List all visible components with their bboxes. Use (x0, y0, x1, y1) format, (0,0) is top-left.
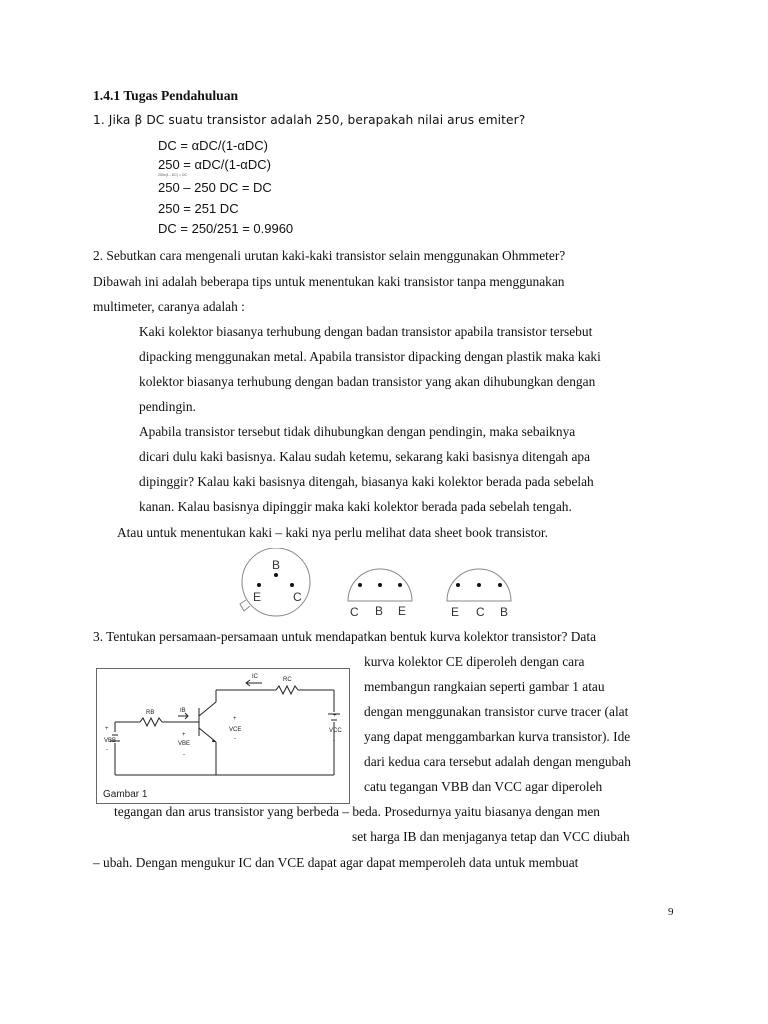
plastic1-pin-2: B (375, 604, 384, 618)
page-number: 9 (668, 906, 674, 918)
label-vcc: VCC (329, 728, 342, 734)
q2-intro-line-2: multimeter, caranya adalah : (93, 299, 245, 314)
q3-side-line-6: catu tegangan VBB dan VCC agar diperoleh (364, 779, 603, 794)
circuit-caption: Gambar 1 (103, 789, 148, 800)
vce-minus: - (234, 736, 236, 742)
tip2-line-4: kanan. Kalau basisnya dipinggir maka kaki kolektor berada pada sebelah tengah. (139, 499, 572, 514)
formula-line-3: 250 – 250 DC = DC (158, 180, 272, 195)
q3-side-line-4: yang dapat menggambarkan kurva transistor). Ide (364, 729, 631, 744)
formula-line-4: 250 = 251 DC (158, 201, 239, 216)
question-1: 1. Jika β DC suatu transistor adalah 250, berapakah nilai arus emiter? (93, 113, 526, 127)
tip2-line-1: Apabila transistor tersebut tidak dihubungkan dengan pendingin, maka sebaiknya (139, 424, 576, 439)
metal-label-top: B (272, 558, 281, 572)
label-ic: IC (252, 674, 258, 680)
question-3: 3. Tentukan persamaan-persamaan untuk mendapatkan bentuk kurva kolektor transistor? Data (93, 629, 597, 644)
q3-side-line-3: dengan menggunakan transistor curve tracer (alat (364, 704, 629, 719)
formula-line-2: 250 = αDC/(1-αDC) (158, 157, 271, 172)
label-vbe: VBE (178, 741, 191, 747)
vbb-minus: - (106, 747, 108, 753)
metal-label-left: E (253, 590, 262, 604)
formula-line-1: DC = αDC/(1-αDC) (158, 138, 269, 153)
vce-plus: + (233, 716, 237, 722)
vcc-plus: + (333, 713, 337, 719)
tip1-line-2: dipacking menggunakan metal. Apabila transistor dipacking dengan plastik maka kaki (139, 349, 601, 364)
plastic-package-2 (447, 569, 511, 619)
label-vbb: VBB (104, 738, 117, 744)
plastic1-pin-1: C (350, 605, 359, 619)
label-ib: IB (180, 708, 186, 714)
tip1-line-1: Kaki kolektor biasanya terhubung dengan badan transistor apabila transistor tersebut (139, 324, 593, 339)
formula-tiny-note: 250x(1 - DC) = DC (158, 173, 188, 177)
vcc-minus: - (333, 738, 335, 744)
q3-side-line-1: kurva kolektor CE diperoleh dengan cara (364, 654, 585, 669)
metal-can-package (240, 548, 310, 616)
plastic2-pin-3: B (500, 605, 509, 619)
tip2-line-2: dicari dulu kaki basisnya. Kalau sudah ketemu, sekarang kaki basisnya ditengah apa (139, 449, 591, 464)
question-2: 2. Sebutkan cara mengenali urutan kaki-kaki transistor selain menggunakan Ohmmeter? (93, 248, 566, 263)
plastic1-pin-3: E (398, 604, 407, 618)
q3-side-line-2: membangun rangkaian seperti gambar 1 atau (364, 679, 605, 694)
q3-line-after-3: – ubah. Dengan mengukur IC dan VCE dapat agar dapat memperoleh data untuk membuat (93, 855, 579, 870)
label-rc: RC (283, 677, 292, 683)
tip1-line-4: pendingin. (139, 399, 196, 414)
q3-line-after: tegangan dan arus transistor yang berbeda – beda. Prosedurnya yaitu biasanya dengan men (114, 804, 600, 819)
circuit-figure-gambar-1 (96, 668, 350, 804)
label-vce: VCE (229, 727, 242, 733)
metal-label-right: C (293, 590, 302, 604)
q3-side-line-5: dari kedua cara tersebut adalah dengan mengubah (364, 754, 631, 769)
label-rb: RB (146, 710, 155, 716)
vbb-plus: + (105, 726, 109, 732)
vbe-minus: - (183, 752, 185, 758)
q2-closing: Atau untuk menentukan kaki – kaki nya perlu melihat data sheet book transistor. (117, 525, 548, 540)
section-heading: 1.4.1 Tugas Pendahuluan (93, 88, 239, 103)
plastic-package-1 (348, 569, 412, 619)
plastic2-pin-2: C (476, 605, 485, 619)
q3-line-after-2: set harga IB dan menjaganya tetap dan VCC diubah (352, 829, 630, 844)
plastic2-pin-1: E (451, 605, 460, 619)
tip2-line-3: dipinggir? Kalau kaki basisnya ditengah, biasanya kaki kolektor berada pada sebelah (139, 474, 594, 489)
vbe-plus: + (182, 732, 186, 738)
tip1-line-3: kolektor biasanya terhubung dengan badan transistor yang akan dihubungkan dengan (139, 374, 596, 389)
q2-intro-line-1: Dibawah ini adalah beberapa tips untuk menentukan kaki transistor tanpa menggunakan (93, 274, 565, 289)
formula-line-5: DC = 250/251 = 0.9960 (158, 221, 294, 236)
transistor-pinout-figure (232, 548, 532, 622)
